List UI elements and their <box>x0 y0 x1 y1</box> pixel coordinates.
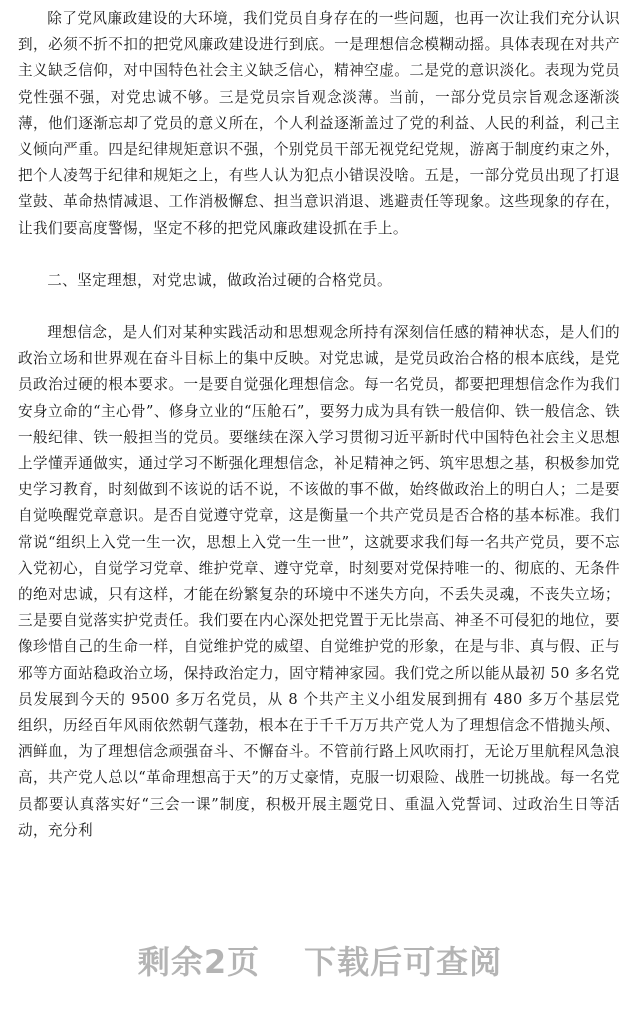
remaining-pages-label: 剩余2页 <box>137 943 261 981</box>
download-prompt-label[interactable]: 下载后可查阅 <box>304 943 503 981</box>
body-paragraph: 除了党风廉政建设的大环境，我们党员自身存在的一些问题，也再一次让我们充分认识到，必须不折不扣的把党风廉政建设进行到底。一是理想信念模糊动摇。具体表现在对共产主义缺乏信仰，对中国特色社会主义缺乏信心，精神空虚。二是党的意识淡化。表现为党员党性强不强，对党忠诚不够。三是党员宗旨观念淡薄。当前，一部分党员宗旨观念逐渐淡薄，他们逐渐忘却了党员的意义所在，个人利益逐渐盖过了党的利益、人民的利益，利己主义倾向严重。四是纪律规矩意识不强，个别党员干部无视党纪党规，游离于制度约束之外，把个人凌驾于纪律和规矩之上，有些人认为犯点小错误没啥。五是，一部分党员出现了打退堂鼓、革命热情减退、工作消极懈怠、担当意识消退、逃避责任等现象。这些现象的存在，让我们要高度警惕，坚定不移的把党风廉政建设抓在手上。 <box>18 10 620 237</box>
download-banner[interactable] <box>0 920 640 1000</box>
body-paragraph: 理想信念，是人们对某种实践活动和思想观念所持有深刻信任感的精神状态，是人们的政治立场和世界观在奋斗目标上的集中反映。对党忠诚，是党员政治合格的根本底线，是党员政治过硬的根本要求。一是要自觉强化理想信念。每一名党员，都要把理想信念作为我们安身立命的“主心骨”、修身立业的“压舱石”，要努力成为具有铁一般信仰、铁一般信念、铁一般纪律、铁一般担当的党员。要继续在深入学习贯彻习近平新时代中国特色社会主义思想上学懂弄通做实，通过学习不断强化理想信念，补足精神之钙、筑牢思想之基，积极参加党史学习教育，时刻做到不该说的话不说，不该做的事不做，始终做政治上的明白人；二是要自觉唤醒党章意识。是否自觉遵守党章，这是衡量一个共产党员是否合格的基本标准。我们常说“组织上入党一生一次，思想上入党一生一世”，这就要求我们每一名共产党员，要不忘入党初心，自觉学习党章、维护党章、遵守党章，时刻要对党保持唯一的、彻底的、无条件的绝对忠诚，只有这样，才能在纷繁复杂的环境中不迷失方向，不丢失灵魂，不丧失立场；三是要自觉落实护党责任。我们要在内心深处把党置于无比崇高、神圣不可侵犯的地位，要像珍惜自己的生命一样，自觉维护党的威望、自觉维护党的形象，在是与非、真与假、正与邪等方面站稳政治立场，保持政治定力，固守精神家园。我们党之所以能从最初 50 多名党员发展到今天的 9500 多万名党员，从 8 个共产主义小组发展到拥有 480 多万个基层党组织，历经百年风雨依然朝气蓬勃，根本在于千千万万共产党人为了理想信念不惜抛头颅、洒鲜血，为了理想信念顽强奋斗、不懈奋斗。不管前行路上风吹雨打，无论万里航程风急浪高，共产党人总以“革命理想高于天”的万丈豪情，克服一切艰险、战胜一切挑战。每一名党员都要认真落实好“三会一课”制度，积极开展主题党日、重温入党誓词、过政治生日等活动，充分利 <box>18 324 620 839</box>
section-heading: 二、坚定理想，对党忠诚，做政治过硬的合格党员。 <box>47 272 393 289</box>
